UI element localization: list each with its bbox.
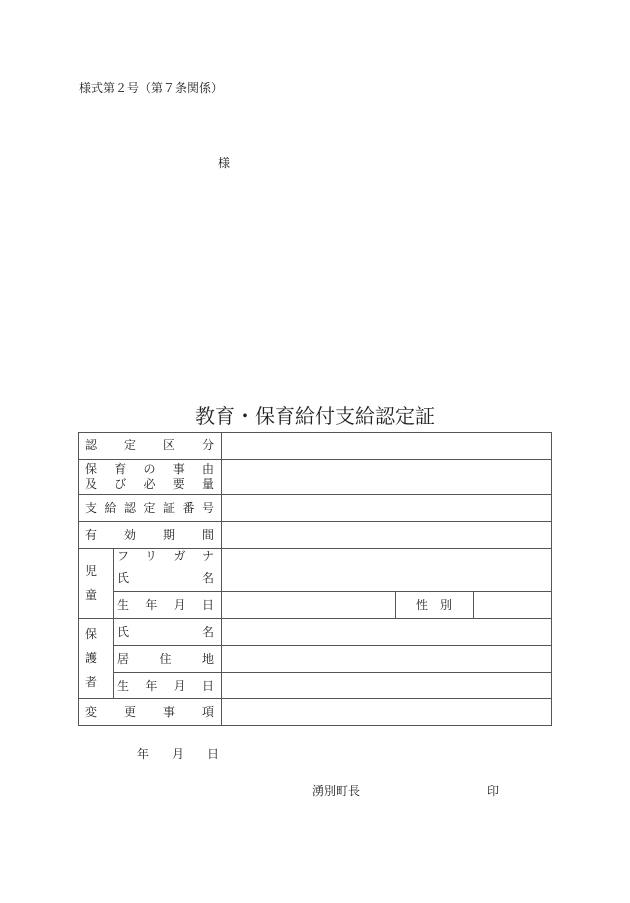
label-guardian-name: 氏名 [117,625,214,639]
label-child-1: 児 [85,564,98,578]
label-child-furigana: フリガナ [117,549,214,563]
seal-mark: 印 [487,784,500,798]
label-guardian-3: 者 [85,675,98,689]
date-month: 月 [172,747,185,761]
label-child-birthdate: 生年月日 [117,598,214,612]
label-guardian-address: 居住地 [117,652,214,666]
label-guardian-2: 護 [85,651,98,665]
addressee-suffix: 様 [218,156,231,170]
label-validity-period: 有効期間 [85,528,214,542]
label-certificate-number: 支給認定証番号 [85,501,214,515]
date-day: 日 [207,747,220,761]
label-reason-line2: 及び必要量 [85,477,214,491]
label-reason-line1: 保育の事由 [85,462,214,476]
label-child-2: 童 [85,588,98,602]
label-guardian-1: 保 [85,627,98,641]
document-title: 教育・保育給付支給認定証 [195,404,435,428]
label-child-name: 氏名 [117,571,214,585]
label-gender: 性別 [416,598,452,612]
label-changes: 変更事項 [85,705,214,719]
label-guardian-birthdate: 生年月日 [117,679,214,693]
date-year: 年 [137,747,150,761]
form-number: 様式第２号（第７条関係） [79,81,224,95]
label-certification-category: 認定区分 [85,438,214,452]
issuer: 湧別町長 [312,784,361,798]
